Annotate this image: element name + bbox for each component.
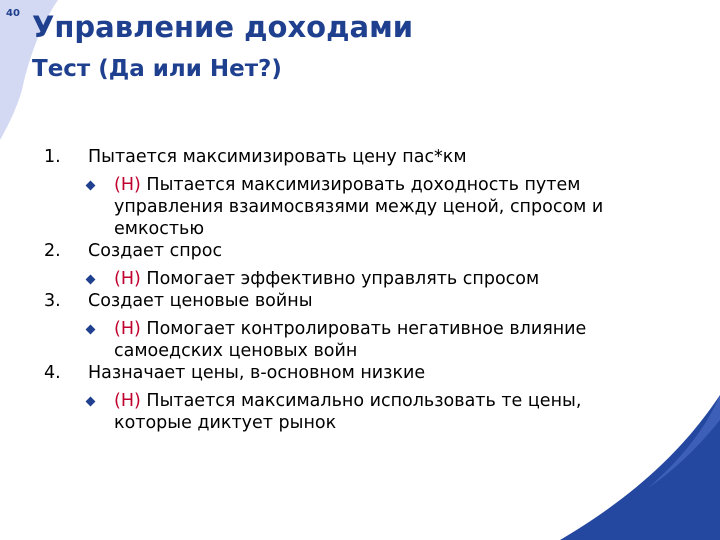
answer-text-container	[114, 174, 664, 240]
answer-mark: (Н)	[114, 175, 141, 195]
answer-mark: (Н)	[114, 319, 141, 339]
question-number: 3.	[44, 291, 61, 311]
question-number: 4.	[44, 363, 61, 383]
answer-row	[44, 174, 664, 240]
slide-subtitle: Тест (Да или Нет?)	[32, 56, 282, 82]
answer-row	[44, 390, 664, 434]
question-row	[44, 290, 664, 312]
answer-row	[44, 318, 664, 362]
question-item-2	[44, 240, 664, 290]
answer-text: Пытается максимизировать доходность путем управления взаимосвязями между ценой, спросом и емкостью	[114, 175, 604, 239]
answer-mark: (Н)	[114, 269, 141, 289]
answer-text: Помогает эффективно управлять спросом	[146, 269, 540, 289]
diamond-bullet-icon	[84, 174, 114, 240]
question-text: Назначает цены, в-основном низкие	[88, 363, 426, 383]
question-item-3	[44, 290, 664, 362]
diamond-bullet-icon	[84, 390, 114, 434]
answer-text: Пытается максимально использовать те цены, которые диктует рынок	[114, 391, 582, 433]
question-number: 1.	[44, 147, 61, 167]
question-row	[44, 146, 664, 168]
answer-row	[44, 268, 664, 290]
diamond-bullet-icon	[84, 318, 114, 362]
answer-text: Помогает контролировать негативное влияние самоедских ценовых войн	[114, 319, 587, 361]
diamond-bullet-icon	[84, 268, 114, 290]
answer-mark: (Н)	[114, 391, 141, 411]
question-row	[44, 362, 664, 384]
question-text: Создает ценовые войны	[88, 291, 313, 311]
answer-text-container	[114, 390, 664, 434]
answer-text-container	[114, 268, 664, 290]
question-row	[44, 240, 664, 262]
question-text: Пытается максимизировать цену пас*км	[88, 147, 467, 167]
question-text: Создает спрос	[88, 241, 223, 261]
answer-text-container	[114, 318, 664, 362]
question-item-1	[44, 146, 664, 240]
page-number: 40	[6, 8, 20, 19]
question-list	[44, 146, 664, 434]
slide-title: Управление доходами	[32, 10, 414, 44]
question-number: 2.	[44, 241, 61, 261]
question-item-4	[44, 362, 664, 434]
